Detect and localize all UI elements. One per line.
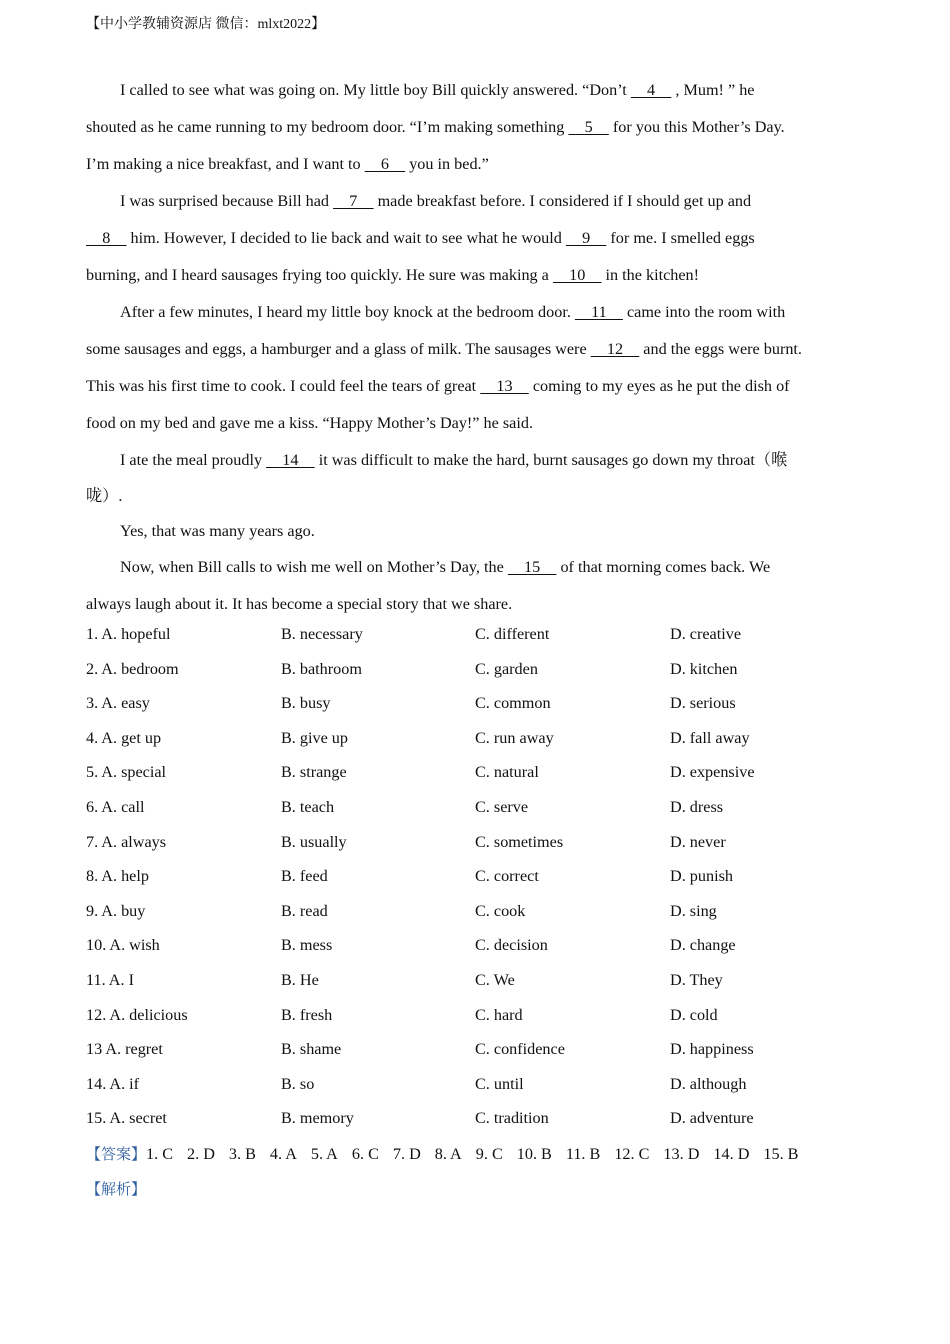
option-choice: B. He [281, 970, 319, 989]
passage-line [86, 549, 866, 586]
option-row [86, 928, 876, 963]
option-row [86, 998, 876, 1033]
option-choice: 8. A. help [86, 867, 149, 886]
answer-key [86, 1138, 812, 1170]
answer-items [146, 1145, 812, 1163]
option-choice: D. expensive [670, 763, 755, 782]
option-choice: C. common [475, 694, 551, 713]
passage-text: After a few minutes, I heard my little boy knock at the bedroom door. [120, 303, 575, 321]
option-choice: 6. A. call [86, 797, 145, 816]
answer-item: 1. C [146, 1145, 174, 1163]
passage-line [86, 183, 866, 220]
paragraph [86, 72, 866, 183]
option-choice: 13 A. regret [86, 1040, 163, 1059]
answer-item: 7. D [392, 1145, 421, 1163]
blank-number: 15 [507, 558, 557, 576]
option-choice: B. memory [281, 1109, 354, 1128]
answer-item: 11. B [565, 1145, 601, 1163]
option-choice: B. read [281, 901, 328, 920]
option-row [86, 1032, 876, 1067]
option-choice: D. sing [670, 901, 717, 920]
passage-text: burning, and I heard sausages frying too quickly. He sure was making a [86, 266, 553, 284]
answer-item: 6. C [351, 1145, 379, 1163]
option-choice: D. cold [670, 1005, 718, 1024]
paragraph [86, 442, 866, 514]
passage-line [86, 257, 866, 294]
option-choice: D. They [670, 970, 723, 989]
reading-passage [86, 72, 866, 623]
passage-text: some sausages and eggs, a hamburger and a glass of milk. The sausages were [86, 340, 591, 358]
option-choice: 10. A. wish [86, 936, 160, 955]
option-choice: 3. A. easy [86, 694, 150, 713]
passage-text: coming to my eyes as he put the dish of [528, 377, 790, 395]
answer-item: 14. D [713, 1145, 750, 1163]
blank-number: 7 [333, 192, 374, 210]
paragraph [86, 514, 866, 549]
passage-text: This was his first time to cook. I could feel the tears of great [86, 377, 481, 395]
answer-item: 5. A [310, 1145, 338, 1163]
passage-line [86, 72, 866, 109]
option-choice: 1. A. hopeful [86, 625, 171, 643]
option-choice: B. feed [281, 867, 328, 886]
option-choice: B. teach [281, 797, 335, 816]
option-choice: 2. A. bedroom [86, 659, 179, 678]
passage-text: I ate the meal proudly [120, 451, 267, 469]
option-choice: D. adventure [670, 1109, 754, 1128]
option-choice: B. mess [281, 936, 333, 955]
option-choice: C. until [475, 1074, 524, 1093]
blank-number: 8 [86, 229, 127, 247]
analysis-tag: 【解析】 [86, 1180, 147, 1198]
blank-number: 13 [480, 377, 529, 395]
option-choice: B. give up [281, 728, 348, 747]
option-row [86, 963, 876, 998]
option-choice: C. tradition [475, 1109, 549, 1128]
paragraph [86, 294, 866, 442]
option-row [86, 755, 876, 790]
blank-number: 5 [568, 118, 609, 136]
option-choice: B. usually [281, 832, 347, 851]
passage-text: always laugh about it. It has become a special story that we share. [86, 595, 513, 613]
option-choice: D. dress [670, 797, 724, 816]
option-choice: D. happiness [670, 1040, 754, 1059]
passage-text: , Mum! ” he [671, 81, 755, 99]
option-row [86, 859, 876, 894]
option-choice: 9. A. buy [86, 901, 146, 920]
option-choice: C. correct [475, 867, 539, 886]
option-choice: D. fall away [670, 728, 750, 747]
option-choice: C. decision [475, 936, 548, 955]
option-row [86, 1101, 876, 1136]
analysis-section [86, 1173, 146, 1205]
option-choice: B. bathroom [281, 659, 362, 678]
option-choice: 5. A. special [86, 763, 167, 782]
passage-text: you in bed.” [405, 155, 489, 173]
option-choice: C. run away [475, 728, 554, 747]
option-choice: B. necessary [281, 625, 363, 643]
passage-line [86, 331, 866, 368]
passage-line [86, 109, 866, 146]
option-choice: C. garden [475, 659, 538, 678]
option-choice: C. different [475, 625, 550, 643]
option-row [86, 1067, 876, 1102]
option-choice: C. serve [475, 797, 529, 816]
answer-item: 2. D [187, 1145, 215, 1163]
passage-line [86, 479, 866, 514]
option-choice: B. so [281, 1074, 315, 1093]
passage-text: I called to see what was going on. My little boy Bill quickly answered. “Don’t [120, 81, 631, 99]
option-row [86, 790, 876, 825]
option-choice: B. strange [281, 763, 347, 782]
option-choice: 14. A. if [86, 1074, 140, 1093]
blank-number: 14 [266, 451, 315, 469]
passage-line [86, 514, 866, 549]
option-choice: B. shame [281, 1040, 342, 1059]
passage-text: 咙）. [86, 487, 123, 505]
passage-text: Now, when Bill calls to wish me well on Mother’s Day, the [120, 558, 508, 576]
option-choice: B. fresh [281, 1005, 333, 1024]
option-choice: 15. A. secret [86, 1109, 167, 1128]
option-choice: 4. A. get up [86, 728, 162, 747]
passage-line [86, 146, 866, 183]
blank-number: 10 [552, 266, 602, 284]
passage-text: came into the room with [622, 303, 786, 321]
paragraph [86, 183, 866, 294]
passage-line [86, 442, 866, 479]
passage-text: made breakfast before. I considered if I should get up and [373, 192, 752, 210]
answer-item: 12. C [614, 1145, 650, 1163]
answer-item: 3. B [228, 1145, 256, 1163]
passage-text: and the eggs were burnt. [639, 340, 802, 358]
option-choice: D. creative [670, 625, 742, 643]
passage-text: in the kitchen! [601, 266, 700, 284]
option-row [86, 617, 876, 652]
passage-line [86, 405, 866, 442]
blank-number: 4 [630, 81, 672, 99]
answer-item: 9. C [475, 1145, 503, 1163]
option-choice: D. change [670, 936, 736, 955]
passage-text: of that morning comes back. We [556, 558, 771, 576]
passage-line [86, 294, 866, 331]
option-row [86, 652, 876, 687]
option-choice: 12. A. delicious [86, 1005, 188, 1024]
passage-text: shouted as he came running to my bedroom door. “I’m making something [86, 118, 569, 136]
passage-text: for me. I smelled eggs [606, 229, 755, 247]
passage-text: food on my bed and gave me a kiss. “Happy Mother’s Day!” he said. [86, 414, 533, 432]
option-choice: C. sometimes [475, 832, 564, 851]
option-choice: C. We [475, 970, 515, 989]
option-choice: C. confidence [475, 1040, 565, 1059]
passage-text: for you this Mother’s Day. [608, 118, 785, 136]
option-choice: 11. A. I [86, 970, 134, 989]
passage-text: I was surprised because Bill had [120, 192, 334, 210]
option-row [86, 721, 876, 756]
blank-number: 9 [565, 229, 607, 247]
answer-tag: 【答案】 [86, 1145, 147, 1163]
passage-text: I’m making a nice breakfast, and I want to [86, 155, 365, 173]
option-choice: D. kitchen [670, 659, 738, 678]
option-choice: C. hard [475, 1005, 523, 1024]
passage-text: him. However, I decided to lie back and wait to see what he would [126, 229, 566, 247]
option-row [86, 894, 876, 929]
answer-item: 13. D [663, 1145, 700, 1163]
answer-item: 15. B [763, 1145, 799, 1163]
option-choice: C. natural [475, 763, 539, 782]
paragraph [86, 549, 866, 623]
passage-line [86, 220, 866, 257]
blank-number: 12 [590, 340, 640, 358]
option-choice: D. punish [670, 867, 733, 886]
page-header-watermark: 【中小学教辅资源店 微信：mlxt2022】 [86, 17, 326, 32]
option-choice: D. never [670, 832, 726, 851]
option-choice: C. cook [475, 901, 526, 920]
passage-text: it was difficult to make the hard, burnt sausages go down my throat（喉 [314, 451, 788, 469]
option-row [86, 686, 876, 721]
passage-text: Yes, that was many years ago. [120, 522, 315, 540]
passage-line [86, 368, 866, 405]
answer-item: 8. A [434, 1145, 462, 1163]
answer-options [86, 617, 876, 1136]
option-row [86, 825, 876, 860]
blank-number: 6 [364, 155, 406, 173]
answer-item: 4. A [269, 1145, 297, 1163]
blank-number: 11 [574, 303, 623, 321]
option-choice: 7. A. always [86, 832, 167, 851]
option-choice: B. busy [281, 694, 331, 713]
option-choice: D. serious [670, 694, 736, 713]
answer-item: 10. B [516, 1145, 552, 1163]
option-choice: D. although [670, 1074, 747, 1093]
